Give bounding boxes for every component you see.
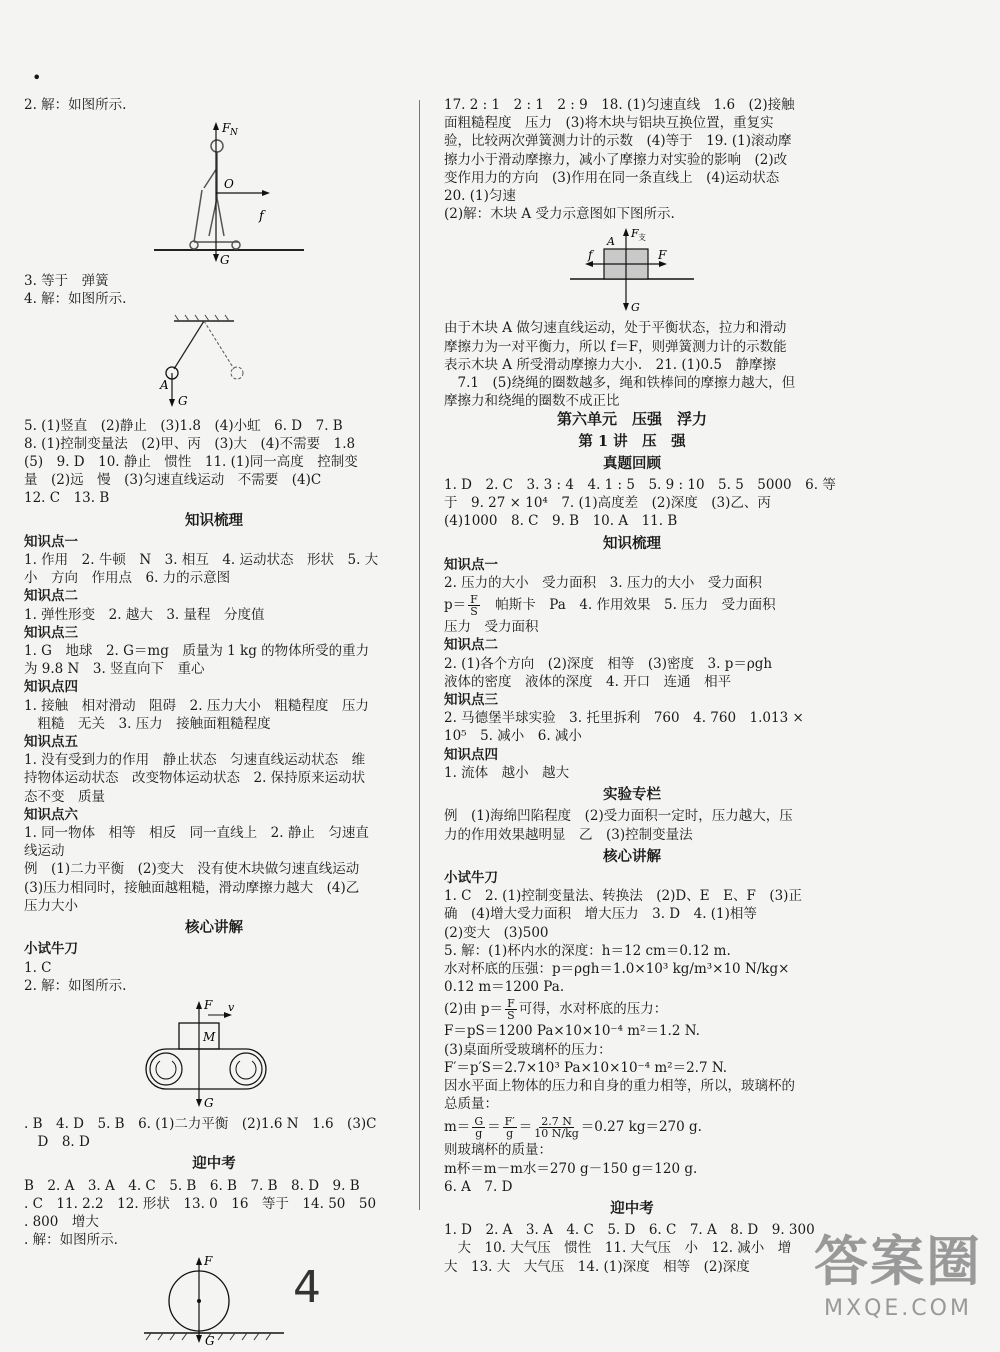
answer-line: 1. C <box>24 959 52 976</box>
numerator: F′ <box>504 1114 515 1128</box>
section-heading: 知识梳理 <box>603 534 661 552</box>
gravity-label: G <box>178 393 188 408</box>
answer-line: 于 9. 27 × 10⁴ 7. (1)高度差 (2)深度 (3)乙、丙 <box>444 495 771 512</box>
answer-line: 2. 解：如图所示. <box>24 97 127 113</box>
formula-part: ＝0.27 kg＝270 g. <box>580 1119 702 1136</box>
answer-line: 6. A 7. D <box>444 1178 513 1195</box>
answer-line: 3. 等于 弹簧 <box>24 273 109 290</box>
fn-label: F <box>222 121 231 136</box>
section-heading: 迎中考 <box>192 1155 236 1173</box>
answer-line: 压力 受力面积 <box>444 619 539 636</box>
mass-label: M <box>203 1029 216 1044</box>
scooter-force-diagram <box>114 118 314 268</box>
fn-label: F <box>631 227 639 241</box>
answer-line: 水对杯底的压强：p＝ρgh＝1.0×10³ kg/m³×10 N/kg× <box>444 960 790 977</box>
answer-line: 1. D 2. A 3. A 4. C 5. D 6. C 7. A 8. D 9. 300 <box>444 1222 815 1239</box>
ball-on-ground-diagram <box>139 1253 289 1348</box>
left-column <box>24 96 404 1352</box>
answer-line: 大 13. 大 大气压 14. (1)深度 相等 (2)深度 <box>444 1258 750 1275</box>
section-heading: 核心讲解 <box>185 919 243 937</box>
answer-line: 17. 2 : 1 2 : 1 2 : 9 18. (1)匀速直线 1.6 (2)接触 <box>444 97 795 113</box>
answer-line: (4)1000 8. C 9. B 10. A 11. B <box>444 513 678 530</box>
answer-line: 总质量： <box>444 1096 498 1113</box>
answer-line: 力的作用效果越明显 乙 (3)控制变量法 <box>444 826 693 843</box>
knowledge-point-heading: 知识点四 <box>24 679 78 696</box>
answer-line: 态不变 质量 <box>24 788 105 805</box>
answer-line: 线运动 <box>24 843 65 860</box>
answer-line: m杯＝m－m水＝270 g－150 g＝120 g. <box>444 1160 698 1177</box>
answer-line: 小 方向 作用点 6. 力的示意图 <box>24 570 231 587</box>
mass-formula-line <box>444 1113 820 1141</box>
formula-part: ＝ <box>487 1119 501 1136</box>
answer-line: 2. 解：如图所示. <box>24 977 127 994</box>
answer-line: . 解：如图所示. <box>24 1232 118 1249</box>
answer-line: 表示木块 A 所受滑动摩擦力大小. 21. (1)0.5 静摩擦 <box>444 356 776 373</box>
answer-line: 验，比较两次弹簧测力计的示数 (4)等于 19. (1)滚动摩 <box>444 133 792 150</box>
answer-line: 擦力小于滑动摩擦力，减小了摩擦力对实验的影响 (2)改 <box>444 151 788 168</box>
point-o-label: O <box>224 177 234 192</box>
column-divider <box>419 100 420 1210</box>
answer-line: 大 10. 大气压 惯性 11. 大气压 小 12. 减小 增 <box>444 1240 792 1257</box>
formula-prefix: p＝ <box>444 597 467 614</box>
friction-label: f <box>259 209 264 225</box>
answer-line: 1. G 地球 2. G＝mg 质量为 1 kg 的物体所受的重力 <box>24 643 370 660</box>
unit-title: 第六单元 压强 浮力 <box>556 410 707 429</box>
pull-force-label: F <box>658 248 667 263</box>
formula-part: m＝ <box>444 1119 471 1136</box>
numerator: 2.7 N <box>541 1114 572 1128</box>
fraction <box>472 1116 485 1139</box>
answer-line: 1. 作用 2. 牛顿 N 3. 相互 4. 运动状态 形状 5. 大 <box>24 552 379 569</box>
fraction <box>503 1116 517 1139</box>
watermark-text: 答案圈 <box>814 1230 982 1293</box>
conveyor-block-diagram <box>124 999 304 1111</box>
force-label: F <box>204 998 213 1012</box>
pendulum-diagram <box>134 313 294 413</box>
answer-line: 4. 解：如图所示. <box>24 291 127 308</box>
fraction <box>534 1116 579 1139</box>
answer-line: 2. 压力的大小 受力面积 3. 压力的大小 受力面积 <box>444 575 762 592</box>
friction-label: f <box>588 248 593 263</box>
knowledge-point-heading: 知识点二 <box>444 637 498 654</box>
knowledge-point-heading: 知识点二 <box>24 588 78 605</box>
answer-line: 确 (4)增大受力面积 增大压力 3. D 4. (1)相等 <box>444 906 757 923</box>
answer-line: 为 9.8 N 3. 竖直向下 重心 <box>24 661 205 678</box>
numerator: F <box>470 592 478 606</box>
answer-line: 粗糙 无关 3. 压力 接触面粗糙程度 <box>24 715 271 732</box>
answer-line: (3)压力相同时，接触面越粗糙，滑动摩擦力越大 (4)乙 <box>24 879 360 896</box>
answer-line: 变作用力的方向 (3)作用在同一条直线上 (4)运动状态 <box>444 169 780 186</box>
pressure-formula-line <box>444 592 820 618</box>
answer-line: 摩擦力和绕绳的圈数不成正比 <box>444 393 620 410</box>
answer-line: B 2. A 3. A 4. C 5. B 6. B 7. B 8. D 9. B <box>24 1177 360 1194</box>
fn-subscript: 支 <box>638 233 646 243</box>
margin-dot: • <box>32 68 42 87</box>
knowledge-point-heading: 知识点四 <box>444 746 498 763</box>
knowledge-point-heading: 知识点一 <box>24 533 78 550</box>
answer-line: 20. (1)匀速 <box>444 188 516 205</box>
answer-line: 由于木块 A 做匀速直线运动，处于平衡状态，拉力和滑动 <box>444 320 787 337</box>
numerator: G <box>474 1114 484 1128</box>
pressure-formula-line <box>444 996 820 1022</box>
block-a-label: A <box>607 235 615 249</box>
denominator: g <box>475 1126 483 1140</box>
formula-suffix: 帕斯卡 Pa 4. 作用效果 5. 压力 受力面积 <box>481 597 776 614</box>
answer-line: 液体的密度 液体的深度 4. 开口 连通 相平 <box>444 673 732 690</box>
answer-line: F′＝p′S＝2.7×10³ Pa×10×10⁻⁴ m²＝2.7 N. <box>444 1059 728 1076</box>
right-column <box>444 96 836 1276</box>
denominator: S <box>470 604 478 618</box>
knowledge-point-heading: 知识点一 <box>444 556 498 573</box>
force-label: F <box>204 1254 213 1269</box>
answer-line: F＝pS＝1200 Pa×10×10⁻⁴ m²＝1.2 N. <box>444 1023 700 1040</box>
section-heading: 知识梳理 <box>185 511 243 529</box>
formula-suffix: 可得，水对杯底的压力： <box>518 1001 668 1018</box>
answer-line: 1. 弹性形变 2. 越大 3. 量程 分度值 <box>24 606 265 623</box>
lecture-title: 第 1 讲 压 强 <box>578 432 686 450</box>
answer-line: 2. 马德堡半球实验 3. 托里拆利 760 4. 760 1.013 × <box>444 710 804 727</box>
gravity-label: G <box>220 253 230 268</box>
gravity-label: G <box>205 1334 215 1349</box>
watermark-logo <box>814 1219 982 1321</box>
answer-line: 则玻璃杯的质量： <box>444 1142 552 1159</box>
section-heading: 核心讲解 <box>603 847 661 865</box>
watermark-url: MXQE.COM <box>824 1296 972 1321</box>
velocity-label: v <box>228 1000 235 1014</box>
answer-line: 1. 同一物体 相等 相反 同一直线上 2. 静止 匀速直 <box>24 825 369 842</box>
answer-line: 压力大小 <box>24 897 78 914</box>
subsection-heading: 小试牛刀 <box>444 869 498 886</box>
answer-line: 12. C 13. B <box>24 490 110 507</box>
denominator: S <box>507 1008 515 1022</box>
fraction <box>468 594 480 617</box>
answer-line: 5. (1)竖直 (2)静止 (3)1.8 (4)小虹 6. D 7. B <box>24 417 343 434</box>
answer-line: 摩擦力为一对平衡力，所以 f＝F，则弹簧测力计的示数能 <box>444 338 787 355</box>
denominator: 10 N/kg <box>534 1126 579 1140</box>
answer-line: . B 4. D 5. B 6. (1)二力平衡 (2)1.6 N 1.6 (3)C <box>24 1115 377 1132</box>
answer-line: (2)解：木块 A 受力示意图如下图所示. <box>444 206 675 223</box>
answer-line: (3)桌面所受玻璃杯的压力： <box>444 1041 612 1058</box>
knowledge-point-heading: 知识点六 <box>24 806 78 823</box>
answer-line: . C 11. 2.2 12. 形状 13. 0 16 等于 14. 50 50 <box>24 1195 377 1212</box>
point-a-label: A <box>160 377 169 392</box>
answer-line: 0.12 m＝1200 Pa. <box>444 979 565 996</box>
numerator: F <box>507 996 515 1010</box>
answer-line: D 8. D <box>24 1134 90 1151</box>
answer-line: 1. 没有受到力的作用 静止状态 匀速直线运动状态 维 <box>24 752 366 769</box>
answer-line: 2. (1)各个方向 (2)深度 相等 (3)密度 3. p＝ρgh <box>444 655 773 672</box>
answer-line: 7.1 (5)绕绳的圈数越多，绳和铁棒间的摩擦力越大，但 <box>444 375 796 392</box>
block-force-diagram <box>562 227 702 315</box>
subsection-heading: 小试牛刀 <box>24 941 78 958</box>
denominator: g <box>506 1126 514 1140</box>
answer-line: 1. C 2. (1)控制变量法、转换法 (2)D、E E、F (3)正 <box>444 888 802 905</box>
knowledge-point-heading: 知识点五 <box>24 734 78 751</box>
answer-line: 例 (1)海绵凹陷程度 (2)受力面积一定时，压力越大，压 <box>444 808 793 825</box>
answer-line: . 800 增大 <box>24 1213 99 1230</box>
answer-line: 1. 接触 相对滑动 阻碍 2. 压力大小 粗糙程度 压力 <box>24 697 369 714</box>
section-heading: 实验专栏 <box>603 786 661 804</box>
section-heading: 真题回顾 <box>603 454 661 472</box>
fraction <box>505 998 517 1021</box>
answer-line: 1. D 2. C 3. 3 : 4 4. 1 : 5 5. 9 : 10 5. 5 5000 6. 等 <box>444 477 836 494</box>
answer-line: 8. (1)控制变量法 (2)甲、丙 (3)大 (4)不需要 1.8 <box>24 435 356 452</box>
answer-line: 因水平面上物体的压力和自身的重力相等，所以，玻璃杯的 <box>444 1077 795 1094</box>
answer-line: 5. 解：(1)杯内水的深度：h＝12 cm＝0.12 m. <box>444 942 731 959</box>
answer-line: 1. 流体 越小 越大 <box>444 764 570 781</box>
section-heading: 迎中考 <box>610 1199 654 1217</box>
answer-line: (2)变大 (3)500 <box>444 924 549 941</box>
formula-part: ＝ <box>518 1119 533 1136</box>
answer-line: (5) 9. D 10. 静止 惯性 11. (1)同一高度 控制变 <box>24 454 358 471</box>
gravity-label: G <box>204 1095 214 1110</box>
handwritten-page-number: 4 <box>293 1262 321 1313</box>
answer-line: 10⁵ 5. 减小 6. 减小 <box>444 728 582 745</box>
answer-line: 量 (2)远 慢 (3)匀速直线运动 不需要 (4)C <box>24 472 322 489</box>
answer-line: 例 (1)二力平衡 (2)变大 没有使木块做匀速直线运动 <box>24 861 360 878</box>
formula-prefix: (2)由 p＝ <box>444 1001 504 1018</box>
knowledge-point-heading: 知识点三 <box>24 624 78 641</box>
answer-line: 面粗糙程度 压力 (3)将木块与铝块互换位置，重复实 <box>444 115 774 132</box>
answer-line: 持物体运动状态 改变物体运动状态 2. 保持原来运动状 <box>24 770 366 787</box>
fn-subscript: N <box>230 128 238 139</box>
gravity-label: G <box>631 301 640 315</box>
knowledge-point-heading: 知识点三 <box>444 692 498 709</box>
